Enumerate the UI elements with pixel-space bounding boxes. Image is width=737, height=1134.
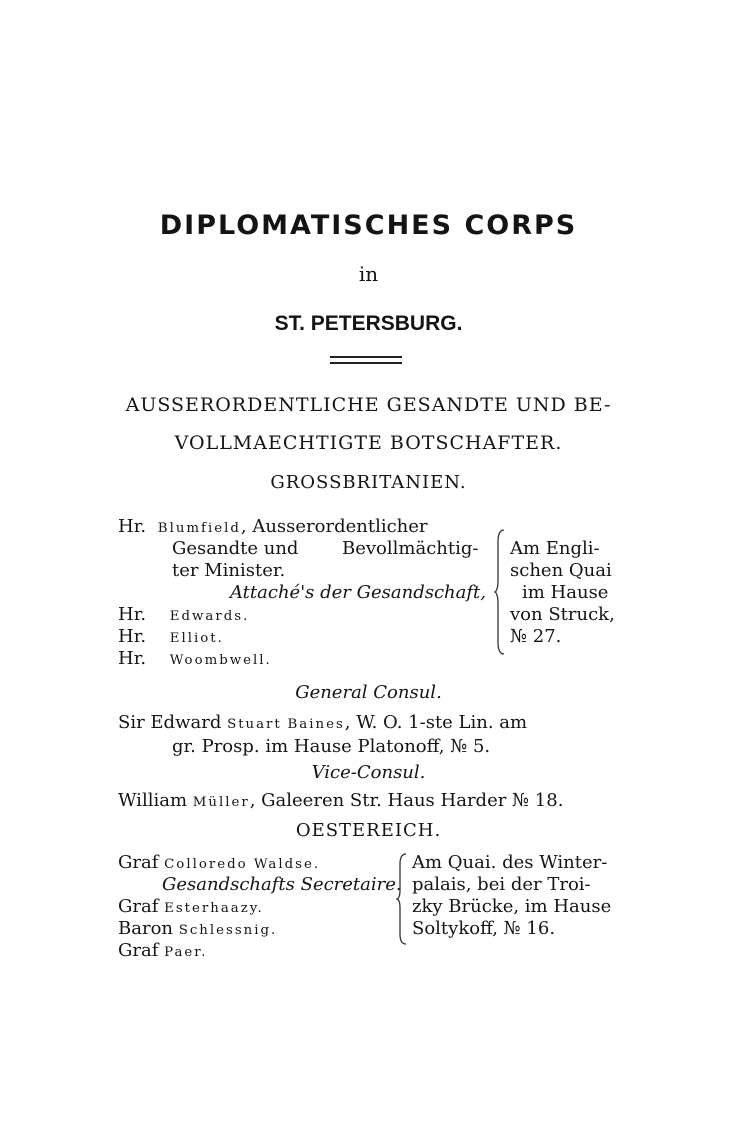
person-name: Schlessnig.: [178, 923, 278, 938]
entry-woombwell: [118, 648, 272, 669]
gb-address-line3: im Hause: [522, 582, 609, 603]
person-name: Stuart: [227, 717, 282, 732]
city-heading: ST. PETERSBURG.: [274, 312, 463, 335]
entry-colloredo: [118, 852, 320, 873]
page-title: DIPLOMATISCHES CORPS: [159, 210, 578, 241]
entry-edwards: [118, 604, 249, 625]
person-name: Woombwell.: [169, 653, 272, 668]
in-word: in: [358, 262, 379, 286]
baines-line2: gr. Prosp. im Hause Platonoff, № 5.: [172, 736, 491, 757]
honorific: Hr.: [118, 516, 147, 537]
country-heading-gb: GROSSBRITANIEN.: [270, 472, 467, 493]
section-heading-line1: AUSSERORDENTLICHE GESANDTE UND BE-: [125, 394, 612, 416]
title-text: , Ausserordentlicher: [240, 516, 428, 537]
entry-blumfield: [118, 516, 428, 537]
at-address-line2: palais, bei der Troi-: [412, 874, 591, 895]
at-address-line4: Soltykoff, № 16.: [412, 918, 556, 939]
gb-address-line4: von Struck,: [510, 604, 615, 625]
honorific: Baron: [118, 918, 173, 939]
gb-address-line1: Am Engli-: [510, 538, 600, 559]
honorific: Graf: [118, 940, 159, 961]
blumfield-line3: ter Minister.: [172, 560, 286, 581]
honorific: Graf: [118, 852, 159, 873]
person-name: Edwards.: [169, 609, 250, 624]
section-heading-line2: VOLLMAECHTIGTE BOTSCHAFTER.: [174, 432, 563, 454]
general-consul-label: General Consul.: [295, 682, 442, 703]
entry-schlessnig: [118, 918, 277, 939]
honorific: Hr.: [118, 626, 147, 647]
honorific: Hr.: [118, 604, 147, 625]
address-text: , W. O. 1-ste Lin. am: [344, 712, 528, 733]
vice-consul-label: Vice-Consul.: [311, 762, 426, 783]
secretary-label: Gesandschafts Secretaire.: [162, 874, 402, 895]
entry-elliot: [118, 626, 224, 647]
person-name: Esterhaazy.: [164, 901, 264, 916]
blumfield-line2-left: Gesandte und: [172, 538, 299, 559]
person-surname: Baines: [287, 717, 345, 732]
honorific: Graf: [118, 896, 159, 917]
person-name: Müller: [192, 795, 250, 810]
gb-address-line5: № 27.: [510, 626, 562, 647]
at-address-line1: Am Quai. des Winter-: [412, 852, 608, 873]
address-brace-gb: [494, 528, 508, 656]
at-address-line3: zky Brücke, im Hause: [412, 896, 612, 917]
entry-esterhaazy: [118, 896, 264, 917]
person-name: Blumfield: [157, 521, 241, 536]
person-name: Elliot.: [169, 631, 224, 646]
divider-rule-top: [330, 356, 402, 358]
first-name: William: [118, 790, 188, 811]
entry-paer: [118, 940, 207, 961]
honorific: Hr.: [118, 648, 147, 669]
entry-baines: [118, 712, 527, 733]
blumfield-line2-right: Bevollmächtig-: [342, 538, 479, 559]
country-heading-at: OESTEREICH.: [295, 820, 442, 841]
first-name: Sir Edward: [118, 712, 222, 733]
entry-muller: [118, 790, 563, 811]
address-text: , Galeeren Str. Haus Harder № 18.: [249, 790, 564, 811]
address-brace-at: [396, 852, 410, 946]
gb-address-line2: schen Quai: [510, 560, 612, 581]
attache-label: Attaché's der Gesandschaft,: [230, 582, 486, 603]
divider-rule-bottom: [330, 362, 402, 364]
person-name: Paer.: [164, 945, 208, 960]
person-name: Colloredo Waldse.: [164, 857, 321, 872]
